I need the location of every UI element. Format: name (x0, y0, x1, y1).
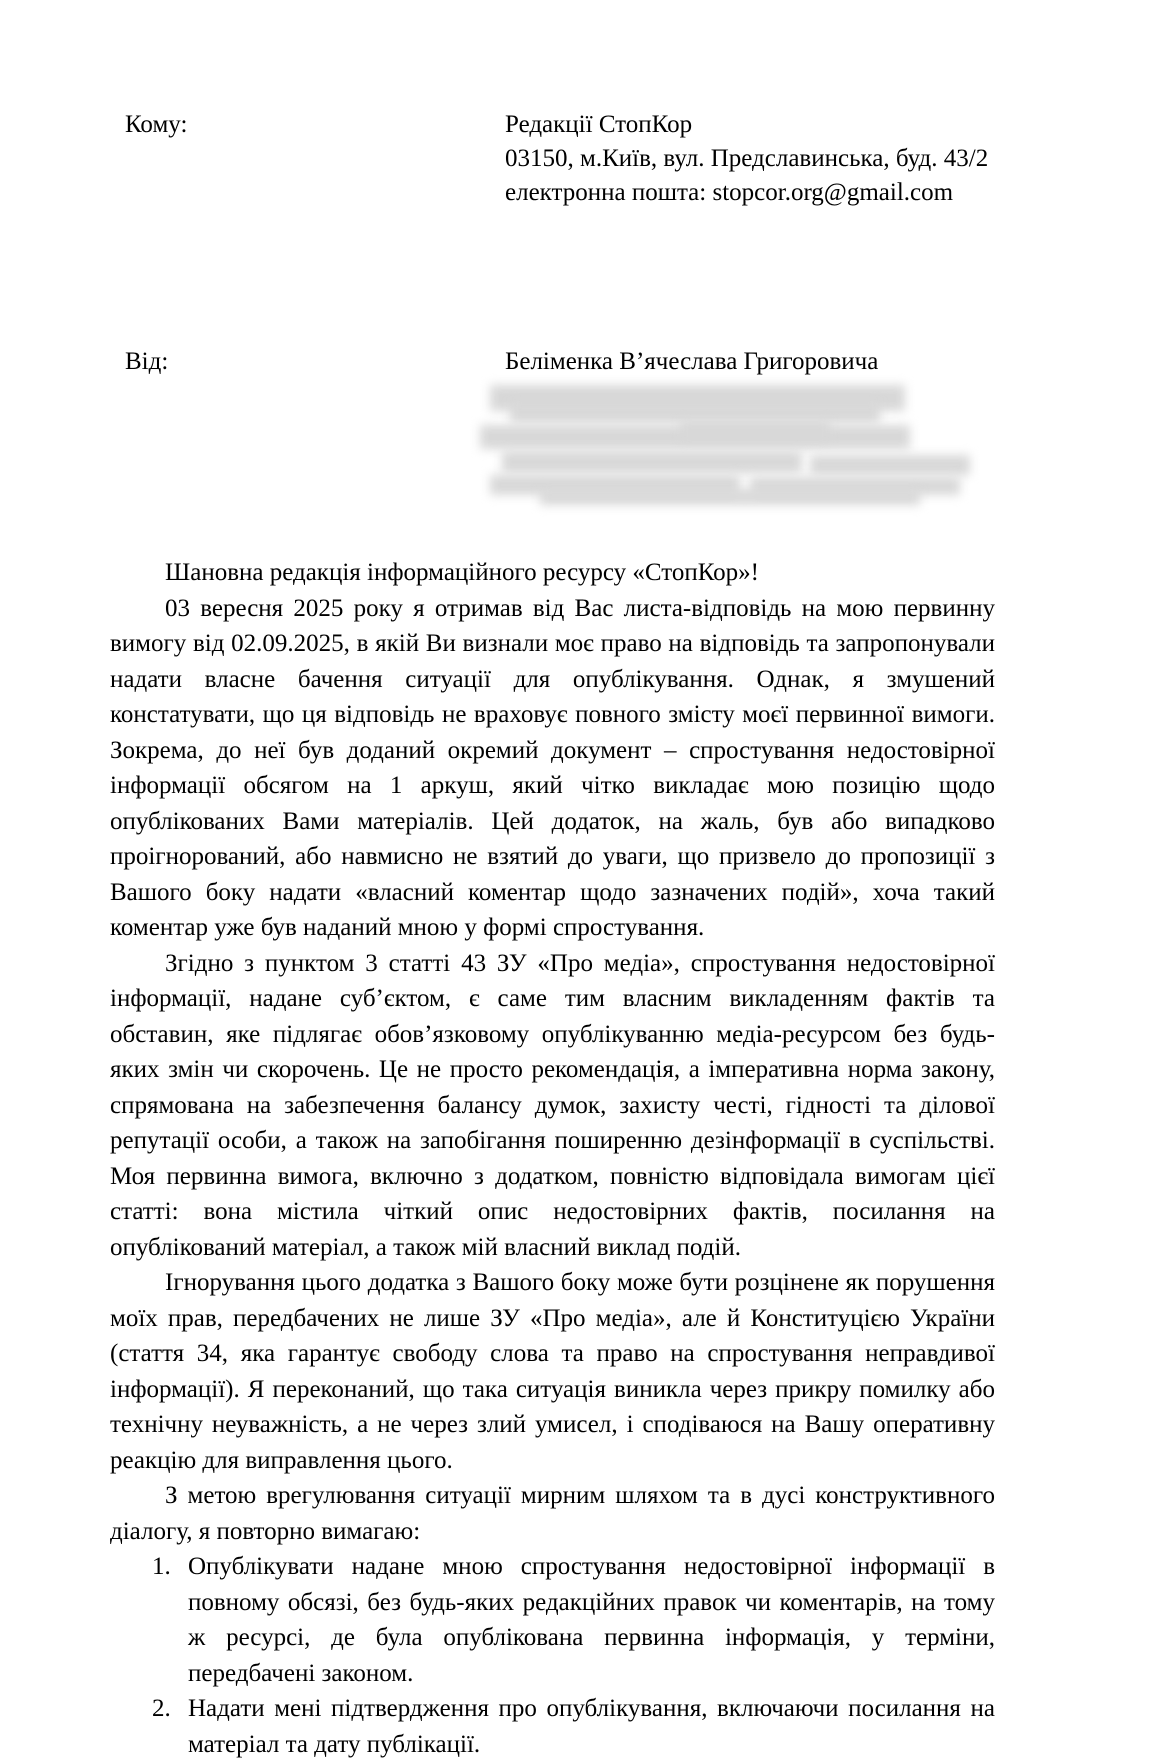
redaction-block (810, 455, 970, 475)
body-paragraph-1: 03 вересня 2025 року я отримав від Вас листа-відповідь на мою первинну вимогу від 02.09.2025, в якій Ви визнали моє право на відповідь та запропонували надати власне бачення ситуації для опублікування. Однак, я змушений констатувати, що ця відповідь не враховує повного змісту моєї первинної вимоги. Зокрема, до неї був доданий окремий документ – спростування недостовірної інформації обсягом на 1 аркуш, який чітко викладає мою позицію щодо опублікованих Вами матеріалів. Цей додаток, на жаль, був або випадково проігнорований, або навмисно не взятий до уваги, що призвело до пропозиції з Вашого боку надати «власний коментар щодо зазначених подій», хоча такий коментар уже був наданий мною у формі спростування. (110, 594, 995, 941)
demands-list (110, 1549, 995, 1762)
body-paragraph-4: З метою врегулювання ситуації мирним шляхом та в дусі конструктивного діалогу, я повторно вимагаю: (110, 1482, 995, 1545)
recipient-address (505, 108, 988, 210)
sender-name: Беліменка В’ячеслава Григоровича (505, 348, 879, 375)
redacted-personal-details (480, 377, 920, 507)
letter-body (110, 555, 995, 1762)
recipient-line-3: електронна пошта: stopcor.org@gmail.com (505, 179, 954, 206)
redaction-block (540, 489, 920, 505)
recipient-line-1: Редакції СтопКор (505, 111, 693, 138)
demand-item-2: Надати мені підтвердження про опублікування, включаючи посилання на матеріал та дату публікації. (188, 1695, 995, 1758)
recipient-line-2: 03150, м.Київ, вул. Предславинська, буд. 43/2 (505, 145, 989, 172)
salutation: Шановна редакція інформаційного ресурсу «СтопКор»! (165, 559, 759, 586)
redaction-block (680, 421, 830, 441)
sender-label: Від: (125, 348, 169, 375)
body-paragraph-2: Згідно з пунктом 3 статті 43 ЗУ «Про медіа», спростування недостовірної інформації, надане суб’єктом, є саме тим власним викладенням фактів та обставин, яке підлягає обов’язковому опублікуванню медіа-ресурсом без будь-яких змін чи скорочень. Це не просто рекомендація, а імперативна норма закону, спрямована на забезпечення балансу думок, захисту честі, гідності та ділової репутації особи, а також на запобігання поширенню дезінформації в суспільстві. Моя первинна вимога, включно з додатком, повністю відповідала вимогам цієї статті: вона містила чіткий опис недостовірних фактів, посилання на опублікований матеріал, а також мій власний виклад подій. (110, 949, 995, 1261)
redaction-block (510, 401, 880, 423)
demand-item-1: Опублікувати надане мною спростування недостовірної інформації в повному обсязі, без будь-яких редакційних правок чи коментарів, на тому ж ресурсі, де була опублікована первинна інформація, у терміни, передбачені законом. (188, 1553, 995, 1687)
body-paragraph-3: Ігнорування цього додатка з Вашого боку може бути розцінене як порушення моїх прав, передбачених не лише ЗУ «Про медіа», але й Конституцією України (стаття 34, яка гарантує свободу слова та право на спростування неправдивої інформації). Я переконаний, що така ситуація виникла через прикру помилку або технічну неуважність, а не через злий умисел, і сподіваюся на Вашу оперативну реакцію для виправлення цього. (110, 1269, 995, 1474)
recipient-label: Кому: (125, 111, 188, 138)
redaction-block (502, 451, 802, 473)
